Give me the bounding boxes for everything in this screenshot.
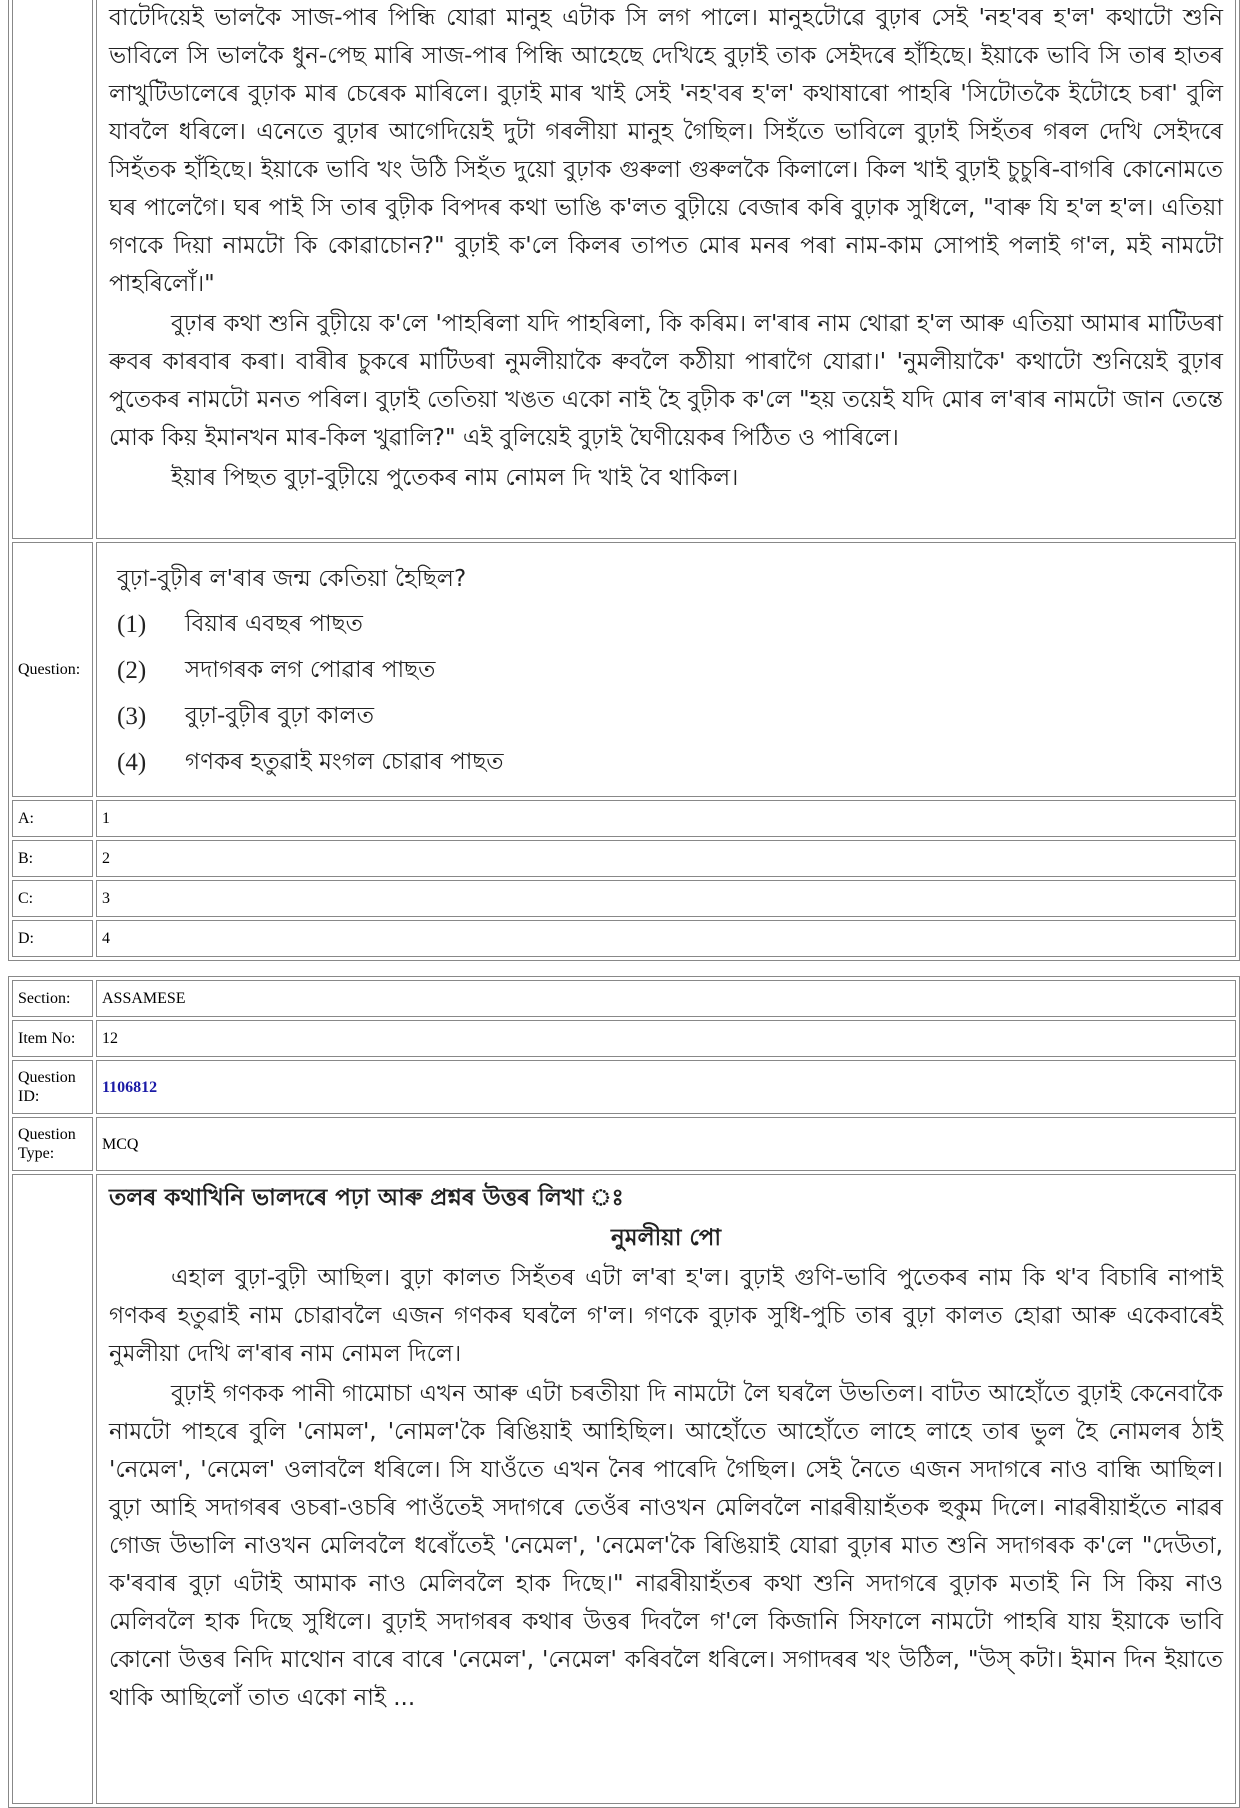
option-text: গণকৰ হতুৱাই মংগল চোৱাৰ পাছত — [185, 749, 504, 775]
option-number: (4) — [117, 749, 147, 776]
passage-title: নুমলীয়া পো — [610, 1225, 722, 1251]
option-4 — [117, 740, 1223, 786]
passage-instruction: তলৰ কথাখিনি ভালদৰে পঢ়া আৰু প্ৰশ্নৰ উত্তৰ লিখা ঃ — [109, 1185, 624, 1211]
question-cell — [96, 542, 1236, 797]
answer-row-c — [12, 880, 1236, 917]
passage-paragraph: ইয়াৰ পিছত বুঢ়া-বুঢ়ীয়ে পুতেকৰ নাম নোমল দি খাই বৈ থাকিল। — [171, 465, 739, 491]
answer-label: C: — [12, 880, 93, 917]
option-1 — [117, 602, 1223, 648]
passage-cell — [96, 1174, 1236, 1804]
answer-value: 3 — [96, 880, 1236, 917]
answer-value: 2 — [96, 840, 1236, 877]
option-number: (2) — [117, 657, 147, 684]
answer-row-b — [12, 840, 1236, 877]
item-value: 12 — [96, 1020, 1236, 1057]
passage-cell — [96, 0, 1236, 539]
passage-paragraph: বাটেদিয়েই ভালকৈ সাজ-পাৰ পিন্ধি যোৱা মানুহ এটাক সি লগ পালে। মানুহটোৱে বুঢ়াৰ সেই 'নহ'বৰ হ'ল' কথাটো শুনি ভাবিলে সি ভালকৈ ধুন-পেছ মাৰি সাজ-পাৰ পিন্ধি আহেছে দেখিহে বুঢ়াই তাক সেইদৰে হাঁহিছে। ইয়াকে ভাবি সি তাৰ হাতৰ লাখুটিডালেৰে বুঢ়াক মাৰ চেৰেক মাৰিলে। বুঢ়াই মাৰ খাই সেই 'নহ'বৰ হ'ল' কথাষাৰো পাহৰি 'সিটোতকৈ ইটোহে চৰা' বুলি যাবলৈ ধৰিলে। এনেতে বুঢ়াৰ আগেদিয়েই দুটা গৰলীয়া মানুহ গৈছিল। সিহঁতে ভাবিলে বুঢ়াই সিহঁতৰ গৰল দেখি সেইদৰে সিহঁতক হাঁহিছে। ইয়াকে ভাবি খং উঠি সিহঁত দুয়ো বুঢ়াক গুৰুলা গুৰুলকৈ কিলালে। কিল খাই বুঢ়াই চুচুৰি-বাগৰি কোনোমতে ঘৰ পালেগৈ। ঘৰ পাই সি তাৰ বুঢ়ীক বিপদৰ কথা ভাঙি ক'লত বুঢ়ীয়ে বেজাৰ কৰি বুঢ়াক সুধিলে, "বাৰু যি হ'ল হ'ল। এতিয়া গণকে দিয়া নামটো কি কোৱাচোন?" বুঢ়াই ক'লে কিলৰ তাপত মোৰ মনৰ পৰা নাম-কাম সোপাই পলাই গ'ল, মই নামটো পাহৰিলোঁ।" — [109, 5, 1223, 297]
answer-label: A: — [12, 800, 93, 837]
section-value: ASSAMESE — [96, 980, 1236, 1017]
option-3 — [117, 694, 1223, 740]
question-type-label: Question Type: — [12, 1117, 93, 1171]
item-label: Item No: — [12, 1020, 93, 1057]
question-card-11 — [8, 0, 1240, 961]
option-2 — [117, 648, 1223, 694]
answer-row-a — [12, 800, 1236, 837]
option-text: বুঢ়া-বুঢ়ীৰ বুঢ়া কালত — [185, 703, 374, 729]
answer-row-d — [12, 920, 1236, 957]
section-label: Section: — [12, 980, 93, 1017]
option-text: বিয়াৰ এবছৰ পাছত — [185, 611, 363, 637]
passage-paragraph: বুঢ়াৰ কথা শুনি বুঢ়ীয়ে ক'লে 'পাহৰিলা যদি পাহৰিলা, কি কৰিম। ল'ৰাৰ নাম থোৱা হ'ল আৰু এতিয়া আমাৰ মাটিডৰা ৰুবৰ কাৰবাৰ কৰা। বাৰীৰ চুকৰে মাটিডৰা নুমলীয়াকৈ ৰুবলৈ কঠীয়া পাৰাগৈ যোৱা।' 'নুমলীয়াকৈ' কথাটো শুনিয়েই বুঢ়াৰ পুতেকৰ নামটো মনত পৰিল। বুঢ়াই তেতিয়া খঙত একো নাই হৈ বুঢ়ীক ক'লে "হয় তয়েই যদি মোৰ ল'ৰাৰ নামটো জান তেন্তে মোক কিয় ইমানখন মাৰ-কিল খুৱালি?" এই বুলিয়েই বুঢ়াই ঘৈণীয়েকৰ পিঠিত ও পাৰিলে। — [109, 311, 1223, 451]
option-number: (3) — [117, 703, 147, 730]
passage-continued — [109, 0, 1223, 497]
passage-body — [109, 1179, 1223, 1717]
question-type-row — [12, 1117, 1236, 1171]
passage-row — [12, 0, 1236, 539]
question-label: Question: — [12, 542, 93, 797]
question-type-value: MCQ — [96, 1117, 1236, 1171]
question-id-row — [12, 1060, 1236, 1114]
question-card-12 — [8, 976, 1240, 1808]
passage-row — [12, 1174, 1236, 1804]
passage-label-cell — [12, 1174, 93, 1804]
option-text: সদাগৰক লগ পোৱাৰ পাছত — [185, 657, 436, 683]
question-row — [12, 542, 1236, 797]
passage-paragraph: এহাল বুঢ়া-বুঢ়ী আছিল। বুঢ়া কালত সিহঁতৰ এটা ল'ৰা হ'ল। বুঢ়াই গুণি-ভাবি পুতেকৰ নাম কি থ'ব বিচাৰি নাপাই গণকৰ হতুৱাই নাম চোৱাবলৈ এজন গণকৰ ঘৰলৈ গ'ল। গণকে বুঢ়াক সুধি-পুচি তাৰ বুঢ়া কালত হোৱা আৰু একেবাৰেই নুমলীয়া দেখি ল'ৰাৰ নাম নোমল দিলে। — [109, 1265, 1223, 1367]
question-id-cell — [96, 1060, 1236, 1114]
answer-value: 4 — [96, 920, 1236, 957]
passage-paragraph: বুঢ়াই গণকক পানী গামোচা এখন আৰু এটা চৰতীয়া দি নামটো লৈ ঘৰলৈ উভতিল। বাটত আহোঁতে বুঢ়াই কেনেবাকৈ নামটো পাহৰে বুলি 'নোমল', 'নোমল'কৈ ৰিঙিয়াই আহিছিল। আহোঁতে আহোঁতে লাহে লাহে তাৰ ভুল হৈ নোমলৰ ঠাই 'নেমেল', 'নেমেল' ওলাবলৈ ধৰিলে। সি যাওঁতে এখন নৈৰ পাৰেদি গৈছিল। সেই নৈতে এজন সদাগৰে নাও বান্ধি আছিল। বুঢ়া আহি সদাগৰৰ ওচৰা-ওচৰি পাওঁতেই সদাগৰে তেওঁৰ নাওখন মেলিবলৈ নাৱৰীয়াহঁতক হুকুম দিলে। নাৱৰীয়াহঁতে নাৱৰ গোজ উভালি নাওখন মেলিবলৈ ধৰোঁতেই 'নেমেল', 'নেমেল'কৈ ৰিঙিয়াই যোৱা বুঢ়াৰ মাত শুনি সদাগৰক ক'লে "দেউতা, ক'ৰবাৰ বুঢ়া এটাই আমাক নাও মেলিবলৈ হাক দিছে।" নাৱৰীয়াহঁতৰ কথা শুনি সদাগৰে বুঢ়াক মতাই নি সি কিয় নাও মেলিবলৈ হাক দিছে সুধিলে। বুঢ়াই সদাগৰৰ কথাৰ উত্তৰ দিবলৈ গ'লে কিজানি সিফালে নামটো পাহৰি যায় ইয়াকে ভাবি কোনো উত্তৰ নিদি মাথোন বাৰে বাৰে 'নেমেল', 'নেমেল' কৰিবলৈ ধৰিলে। সগাদৰৰ খং উঠিল, "উস্ কটা। ইমান দিন ইয়াতে থাকি আছিলোঁ তাত একো নাই ... — [109, 1381, 1223, 1711]
option-number: (1) — [117, 611, 147, 638]
question-text: বুঢ়া-বুঢ়ীৰ ল'ৰাৰ জন্ম কেতিয়া হৈছিল? — [117, 565, 467, 592]
answer-label: B: — [12, 840, 93, 877]
question-id-label: Question ID: — [12, 1060, 93, 1114]
passage-label-cell — [12, 0, 93, 539]
answer-label: D: — [12, 920, 93, 957]
section-row — [12, 980, 1236, 1017]
question-id-value: 1106812 — [102, 1078, 158, 1096]
item-row — [12, 1020, 1236, 1057]
answer-value: 1 — [96, 800, 1236, 837]
